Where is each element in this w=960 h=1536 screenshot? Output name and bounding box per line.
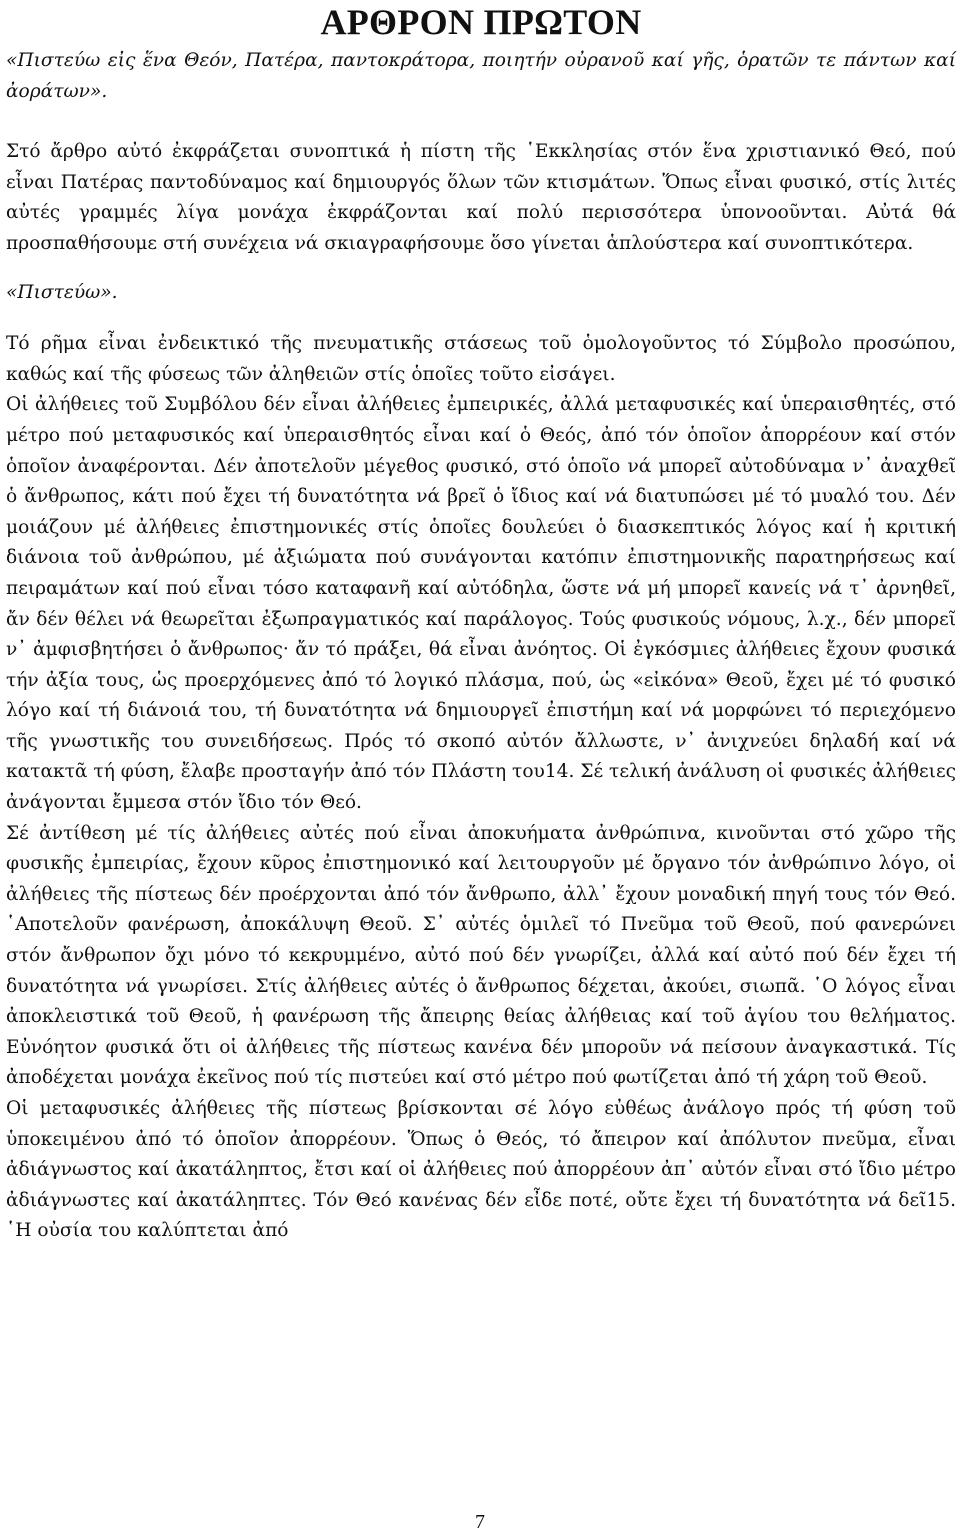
page-number: 7 — [475, 1511, 485, 1533]
chapter-title: ΑΡΘΡΟΝ ΠΡΩΤΟΝ — [320, 2, 642, 42]
creed-quote: «Πιστεύω εἰς ἕνα Θεόν, Πατέρα, παντοκράτορα, ποιητήν οὐρανοῦ καί γῆς, ὁρατῶν τε πάντων καί ἀοράτων». — [6, 50, 956, 102]
body-paragraph: Σέ ἀντίθεση μέ τίς ἀλήθειες αὐτές πού εἶναι ἀποκυήματα ἀνθρώπινα, κινοῦνται στό χῶρο τῆς φυσικῆς ἐμπειρίας, ἔχουν κῦρος ἐπιστημονικό καί λειτουργοῦν μέ ὄργανο τόν ἀνθρώπινο λόγο, οἱ ἀλήθειες τῆς πίστεως δέν προέρχονται ἀπό τόν ἄνθρωπο, ἀλλ᾽ ἔχουν μοναδική πηγή τους τόν Θεό. ῾Αποτελοῦν φανέρωση, ἀποκάλυψη Θεοῦ. Σ᾽ αὐτές ὁμιλεῖ τό Πνεῦμα τοῦ Θεοῦ, πού φανερώνει στόν ἄνθρωπον ὄχι μόνο τό κεκρυμμένο, αὐτό πού δέν γνωρίζει, ἀλλά καί αὐτό πού δέν ἔχει τή δυνατότητα νά γνωρίσει. Στίς ἀλήθειες αὐτές ὁ ἄνθρωπος δέχεται, ἀκούει, σιωπᾶ. ῾Ο λόγος εἶναι ἀποκλειστικά τοῦ Θεοῦ, ἡ φανέρωση τῆς ἄπειρης θείας ἀλήθειας καί τοῦ ἁγίου του θελήματος. Εὐνόητον φυσικά ὅτι οἱ ἀλήθειες τῆς πίστεως κανένα δέν μποροῦν νά πείσουν ἀναγκαστικά. Τίς ἀποδέχεται μονάχα ἐκεῖνος πού τίς πιστεύει καί στό μέτρο πού φωτίζεται ἀπό τή χάρη τοῦ Θεοῦ. — [6, 822, 956, 1089]
section-heading: «Πιστεύω». — [6, 281, 118, 303]
body-paragraph: Οἱ μεταφυσικές ἀλήθειες τῆς πίστεως βρίσκονται σέ λόγο εὐθέως ἀνάλογο πρός τή φύση τοῦ ὑποκειμένου ἀπό τό ὁποῖον ἀπορρέουν. Ὅπως ὁ Θεός, τό ἄπειρον καί ἀπόλυτον πνεῦμα, εἶναι ἀδιάγνωστος καί ἀκατάληπτος, ἔτσι καί οἱ ἀλήθειες πού ἀπορρέουν ἀπ᾽ αὐτόν εἶναι στό ἴδιο μέτρο ἀδιάγνωστες καί ἀκατάληπτες. Τόν Θεό κανένας δέν εἶδε ποτέ, οὔτε ἔχει τή δυνατότητα νά δεῖ15. ῾Η οὐσία του καλύπτεται ἀπό — [6, 1098, 956, 1242]
document-page — [6, 0, 956, 1247]
body-paragraph: Τό ρῆμα εἶναι ἐνδεικτικό τῆς πνευματικῆς στάσεως τοῦ ὁμολογοῦντος τό Σύμβολο προσώπου, καθώς καί τῆς φύσεως τῶν ἀληθειῶν στίς ὁποῖες τοῦτο εἰσάγει. — [6, 333, 956, 385]
body-paragraph: Οἱ ἀλήθειες τοῦ Συμβόλου δέν εἶναι ἀλήθειες ἐμπειρικές, ἀλλά μεταφυσικές καί ὑπεραισθητές, στό μέτρο πού μεταφυσικός καί ὑπεραισθητός εἶναι καί ὁ Θεός, ἀπό τόν ὁποῖον ἀπορρέουν καί στόν ὁποῖον ἀναφέρονται. Δέν ἀποτελοῦν μέγεθος φυσικό, στό ὁποῖο νά μπορεῖ αὐτοδύναμα ν᾽ ἀναχθεῖ ὁ ἄνθρωπος, κάτι πού ἔχει τή δυνατότητα νά βρεῖ ὁ ἴδιος καί νά διατυπώσει μέ τό μυαλό του. Δέν μοιάζουν μέ ἀλήθειες ἐπιστημονικές στίς ὁποῖες δουλεύει ὁ διασκεπτικός λόγος καί ἡ κριτική διάνοια τοῦ ἀνθρώπου, μέ ἀξιώματα πού συνάγονται κατόπιν ἐπιστημονικῆς παρατηρήσεως καί πειραμάτων καί πού εἶναι τόσο καταφανῆ καί αὐτόδηλα, ὥστε νά μή μπορεῖ κανείς νά τ᾽ ἀρνηθεῖ, ἄν δέν θέλει νά θεωρεῖται ἐξωπραγματικός καί παράλογος. Τούς φυσικούς νόμους, λ.χ., δέν μπορεῖ ν᾽ ἀμφισβητήσει ὁ ἄνθρωπος· ἄν τό πράξει, θά εἶναι ἀνόητος. Οἱ ἐγκόσμιες ἀλήθειες ἔχουν φυσικά τήν ἀξία τους, ὡς προερχόμενες ἀπό τό λογικό πλάσμα, πού, ὡς «εἰκόνα» Θεοῦ, ἔχει μέ τό φυσικό λόγο καί τή διάνοιά του, τή δυνατότητα νά δημιουργεῖ ἐπιστήμη καί νά μορφώνει τό περιεχόμενο τῆς γνωστικῆς του συνειδήσεως. Πρός τό σκοπό αὐτόν ἄλλωστε, ν᾽ ἀνιχνεύει δηλαδή καί νά κατακτᾶ τή φύση, ἔλαβε προσταγήν ἀπό τόν Πλάστη του14. Σέ τελική ἀνάλυση οἱ φυσικές ἀλήθειες ἀνάγονται ἔμμεσα στόν ἴδιο τόν Θεό. — [6, 394, 956, 814]
intro-paragraph: Στό ἄρθρο αὐτό ἐκφράζεται συνοπτικά ἡ πίστη τῆς ῾Εκκλησίας στόν ἕνα χριστιανικό Θεό, πού εἶναι Πατέρας παντοδύναμος καί δημιουργός ὅλων τῶν κτισμάτων. Ὅπως εἶναι φυσικό, στίς λιτές αὐτές γραμμές λίγα μονάχα ἐκφράζονται καί πολύ περισσότερα ὑπονοοῦνται. Αὐτά θά προσπαθήσουμε στή συνέχεια νά σκιαγραφήσουμε ὅσο γίνεται ἁπλούστερα καί συνοπτικότερα. — [6, 141, 956, 254]
